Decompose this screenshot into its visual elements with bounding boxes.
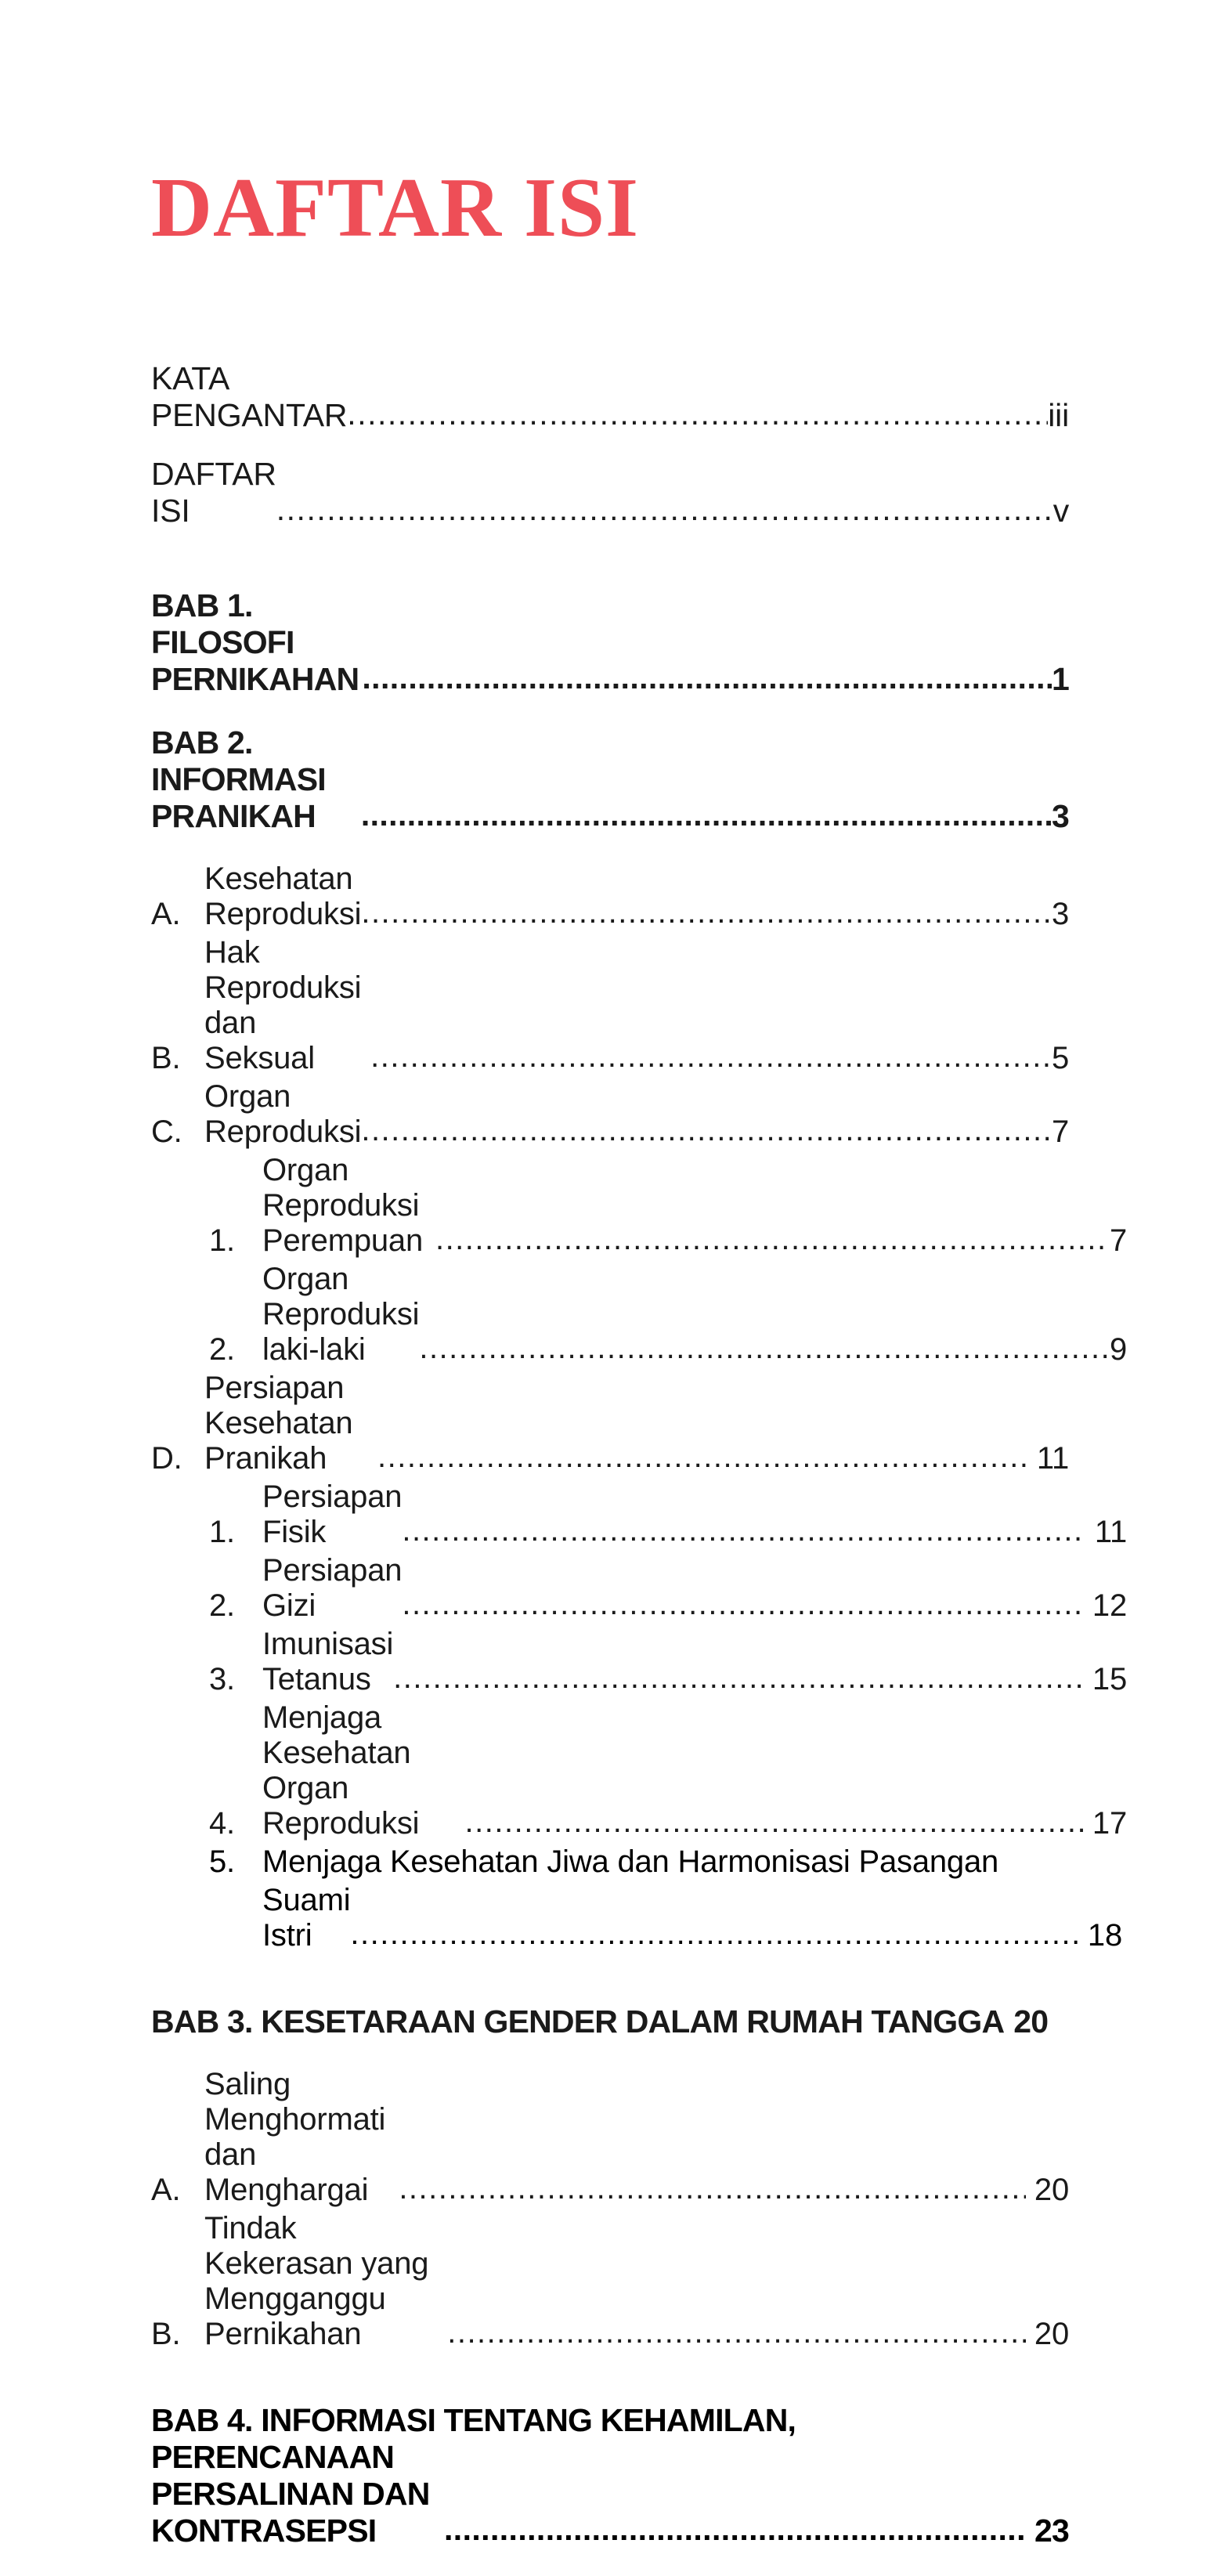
- dot-leader: [444, 2511, 1026, 2548]
- section-spacer: [151, 551, 1069, 575]
- toc-entry-label: Imunisasi Tetanus: [262, 1627, 402, 1696]
- toc-entry-label: DAFTAR ISI: [151, 456, 285, 529]
- toc-entry-page: 11: [1027, 1441, 1069, 1476]
- dot-leader: [402, 1587, 1084, 1622]
- toc-entry-page: 20: [1013, 2003, 1049, 2039]
- toc-entry-line-1: [209, 1844, 1069, 1880]
- toc-entry-marker: 1.: [209, 1223, 235, 1258]
- toc-entry-page: 1: [1051, 661, 1069, 697]
- toc-entry-bab2-c-1[interactable]: [151, 1153, 1127, 1259]
- toc-entry-page: 3: [1051, 897, 1069, 931]
- dot-leader: [276, 491, 1053, 528]
- toc-entry-line-2: [209, 1883, 1122, 1953]
- toc-entry-marker: D.: [151, 1441, 182, 1476]
- toc-entry-bab2-b[interactable]: [151, 935, 1069, 1076]
- toc-entry-label: KATA PENGANTAR: [151, 360, 356, 433]
- toc-entry-page: 5: [1051, 1041, 1069, 1075]
- page-title: DAFTAR ISI: [151, 161, 640, 255]
- toc-entry-label: Organ Reproduksi Perempuan: [262, 1153, 428, 1258]
- dot-leader: [361, 1113, 1052, 1148]
- toc-entry-marker: A.: [151, 2173, 181, 2207]
- toc-entry-bab-3[interactable]: [151, 2003, 1069, 2040]
- toc-entry-label: Saling Menghormati dan Menghargai: [204, 2067, 395, 2207]
- dot-leader: [377, 1440, 1028, 1475]
- dot-leader: [399, 2171, 1026, 2206]
- toc-entry-bab3-a[interactable]: [151, 2067, 1069, 2208]
- toc-entry-marker: 2.: [209, 1332, 235, 1367]
- toc-entry-page: 11: [1085, 1515, 1127, 1549]
- dot-leader: [393, 1660, 1084, 1696]
- toc-entry-bab2-d-2[interactable]: [151, 1553, 1127, 1624]
- toc-entry-bab2-d[interactable]: [151, 1371, 1069, 1476]
- toc-entry-bab2-c-2[interactable]: [151, 1262, 1127, 1367]
- toc-entry-bab-2[interactable]: [151, 724, 1069, 835]
- toc-entry-bab2-d-1[interactable]: [151, 1479, 1127, 1550]
- toc-entry-bab2-d-4[interactable]: [151, 1700, 1127, 1841]
- toc-entry-bab2-d-3[interactable]: [151, 1627, 1127, 1697]
- toc-entry-page: 18: [1078, 1918, 1122, 1953]
- toc-entry-marker: 4.: [209, 1806, 235, 1841]
- toc-entry-label: Tindak Kekerasan yang Mengganggu Pernikahan: [204, 2211, 438, 2351]
- dot-leader: [350, 1917, 1079, 1952]
- dot-leader: [435, 1222, 1110, 1257]
- toc-entry-page: v: [1052, 493, 1069, 529]
- dot-leader: [465, 1805, 1084, 1840]
- dot-leader: [347, 396, 1048, 432]
- toc-entry-bab-4[interactable]: [151, 2402, 1069, 2549]
- toc-entry-page: 3: [1051, 798, 1069, 834]
- toc-entry-page: 20: [1025, 2173, 1069, 2207]
- toc-entry-label: Menjaga Kesehatan Organ Reproduksi: [262, 1700, 420, 1841]
- toc-entry-marker: B.: [151, 2317, 181, 2351]
- toc-entry-page: 23: [1026, 2513, 1069, 2549]
- toc-entry-daftar-isi[interactable]: [151, 456, 1069, 529]
- toc-entry-label: Persiapan Fisik: [262, 1479, 411, 1549]
- dot-leader: [402, 1513, 1086, 1548]
- toc-entry-label: Kesehatan Reproduksi: [204, 862, 370, 931]
- toc-entry-marker: B.: [151, 1041, 181, 1075]
- toc-entry-label: Menjaga Kesehatan Jiwa dan Harmonisasi Pasangan: [262, 1844, 999, 1879]
- toc-entry-label: Persiapan Gizi: [262, 1553, 411, 1623]
- dot-leader: [362, 659, 1052, 696]
- toc-entry-label: BAB 3. KESETARAAN GENDER DALAM RUMAH TANGGA: [151, 2003, 1005, 2039]
- toc-entry-page: 15: [1083, 1662, 1127, 1696]
- toc-entry-label: BAB 1. FILOSOFI PERNIKAHAN: [151, 587, 359, 697]
- toc-entry-bab2-d-5[interactable]: [151, 1844, 1122, 1953]
- toc-entry-label: Persiapan Kesehatan Pranikah: [204, 1371, 362, 1476]
- toc-entry-line-1: BAB 4. INFORMASI TENTANG KEHAMILAN,: [151, 2402, 796, 2438]
- dot-leader: [361, 895, 1052, 930]
- dot-leader: [370, 1039, 1052, 1075]
- toc-entry-page: iii: [1048, 397, 1069, 433]
- toc-entry-line-2: [151, 2439, 1069, 2549]
- toc-entry-marker: A.: [151, 897, 181, 931]
- section-spacer: [151, 1956, 1069, 1991]
- toc-entry-label-cont: Suami Istri: [262, 1883, 359, 1953]
- toc-entry-page: 9: [1109, 1332, 1127, 1367]
- toc-entry-bab-1[interactable]: [151, 587, 1069, 698]
- toc-entry-marker: 5.: [209, 1844, 235, 1879]
- toc-entry-bab2-c[interactable]: [151, 1079, 1069, 1150]
- toc-entry-label-cont: PERENCANAAN PERSALINAN DAN KONTRASEPSI: [151, 2439, 439, 2549]
- toc-entry-marker: 3.: [209, 1662, 235, 1696]
- toc-entry-label: Organ Reproduksi: [204, 1079, 379, 1149]
- toc-entry-page: 7: [1109, 1223, 1127, 1258]
- dot-leader: [361, 797, 1052, 833]
- table-of-contents: [151, 360, 1127, 2576]
- dot-leader: [447, 2315, 1026, 2350]
- toc-entry-kata-pengantar[interactable]: [151, 360, 1069, 434]
- toc-entry-page: 7: [1051, 1115, 1069, 1149]
- toc-entry-label: Hak Reproduksi dan Seksual: [204, 935, 370, 1075]
- toc-entry-bab2-a[interactable]: [151, 862, 1069, 932]
- dot-leader: [419, 1331, 1110, 1366]
- section-spacer: [151, 2355, 1069, 2390]
- toc-entry-marker: 2.: [209, 1588, 235, 1623]
- toc-entry-page: 17: [1083, 1806, 1127, 1841]
- toc-entry-bab3-b[interactable]: [151, 2211, 1069, 2352]
- toc-entry-page: 12: [1083, 1588, 1127, 1623]
- toc-entry-marker: 1.: [209, 1515, 235, 1549]
- toc-entry-label: Organ Reproduksi laki-laki: [262, 1262, 428, 1367]
- toc-entry-marker: C.: [151, 1115, 182, 1149]
- toc-entry-label: BAB 2. INFORMASI PRANIKAH: [151, 724, 334, 834]
- toc-entry-page: 20: [1025, 2317, 1069, 2351]
